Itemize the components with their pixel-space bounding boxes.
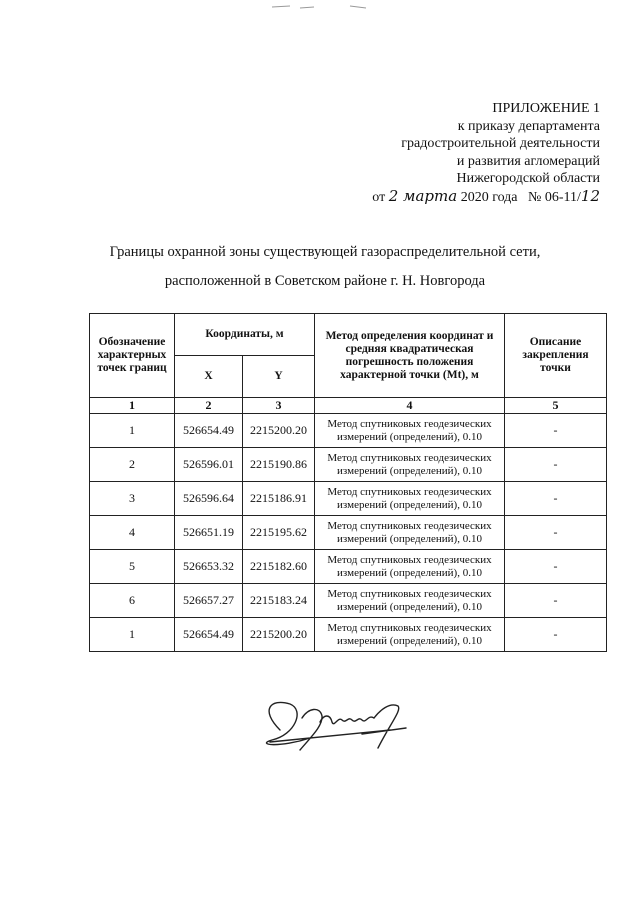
table-row — [90, 516, 607, 550]
appendix-header — [300, 100, 600, 206]
method-text: Метод спутниковых геодезических измерений (определений), 0.10 — [315, 516, 505, 550]
method-text: Метод спутниковых геодезических измерений (определений), 0.10 — [315, 482, 505, 516]
method-text: Метод спутниковых геодезических измерений (определений), 0.10 — [315, 448, 505, 482]
date-handwritten: 2 марта — [388, 186, 458, 205]
table-row — [90, 550, 607, 584]
point-id: 1 — [90, 414, 175, 448]
appendix-line-department: градостроительной деятельности — [401, 136, 600, 151]
table-row — [90, 448, 607, 482]
fixing-description: - — [505, 550, 607, 584]
column-number: 5 — [505, 398, 607, 414]
point-id: 4 — [90, 516, 175, 550]
order-number-prefix: № 06-11/ — [528, 189, 581, 205]
method-text: Метод спутниковых геодезических измерений (определений), 0.10 — [315, 414, 505, 448]
table-row — [90, 584, 607, 618]
fixing-description: - — [505, 584, 607, 618]
coord-x: 526657.27 — [175, 584, 243, 618]
header-y: Y — [243, 356, 315, 398]
appendix-line-order: к приказу департамента — [457, 118, 600, 134]
point-id: 2 — [90, 448, 175, 482]
fixing-description: - — [505, 482, 607, 516]
document-title-line-2: расположенной в Советском районе г. Н. Новгорода — [164, 273, 486, 289]
column-number: 3 — [243, 398, 315, 414]
coord-y: 2215190.86 — [243, 448, 315, 482]
column-number: 2 — [175, 398, 243, 414]
coord-y: 2215200.20 — [243, 618, 315, 652]
header-description: Описание закрепления точки — [505, 314, 607, 398]
fixing-description: - — [505, 448, 607, 482]
boundary-points-table — [89, 313, 607, 652]
appendix-line-agglomeration: и развития агломераций — [456, 153, 600, 169]
column-number: 4 — [315, 398, 505, 414]
point-id: 5 — [90, 550, 175, 584]
handwritten-signature — [250, 690, 420, 765]
column-number: 1 — [90, 398, 175, 414]
table-row — [90, 618, 607, 652]
appendix-line-region: Нижегородской области — [456, 171, 600, 186]
coord-x: 526654.49 — [175, 414, 243, 448]
coord-y: 2215200.20 — [243, 414, 315, 448]
scan-artifact-marks — [270, 2, 390, 12]
point-id: 6 — [90, 584, 175, 618]
coord-y: 2215183.24 — [243, 584, 315, 618]
coord-x: 526651.19 — [175, 516, 243, 550]
coord-y: 2215186.91 — [243, 482, 315, 516]
point-id: 3 — [90, 482, 175, 516]
coord-x: 526653.32 — [175, 550, 243, 584]
point-id: 1 — [90, 618, 175, 652]
order-number-handwritten: 12 — [580, 186, 600, 205]
header-x: X — [175, 356, 243, 398]
column-number-row — [90, 398, 607, 414]
header-coordinates: Координаты, м — [175, 314, 315, 356]
date-suffix: 2020 года — [460, 189, 518, 205]
appendix-title: ПРИЛОЖЕНИЕ 1 — [492, 101, 600, 116]
coord-x: 526596.01 — [175, 448, 243, 482]
method-text: Метод спутниковых геодезических измерений (определений), 0.10 — [315, 618, 505, 652]
header-designation: Обозначение характерных точек границ — [90, 314, 175, 398]
document-title-line-1: Границы охранной зоны существующей газораспределительной сети, — [109, 244, 541, 260]
coord-x: 526654.49 — [175, 618, 243, 652]
method-text: Метод спутниковых геодезических измерений (определений), 0.10 — [315, 550, 505, 584]
coord-y: 2215182.60 — [243, 550, 315, 584]
date-prefix: от — [372, 189, 386, 205]
coord-x: 526596.64 — [175, 482, 243, 516]
fixing-description: - — [505, 414, 607, 448]
fixing-description: - — [505, 516, 607, 550]
table-row — [90, 482, 607, 516]
appendix-date-line — [300, 188, 600, 207]
table-row — [90, 414, 607, 448]
fixing-description: - — [505, 618, 607, 652]
header-method: Метод определения координат и средняя квадратическая погрешность положения характерной точки (Mt), м — [315, 314, 505, 398]
method-text: Метод спутниковых геодезических измерений (определений), 0.10 — [315, 584, 505, 618]
coord-y: 2215195.62 — [243, 516, 315, 550]
